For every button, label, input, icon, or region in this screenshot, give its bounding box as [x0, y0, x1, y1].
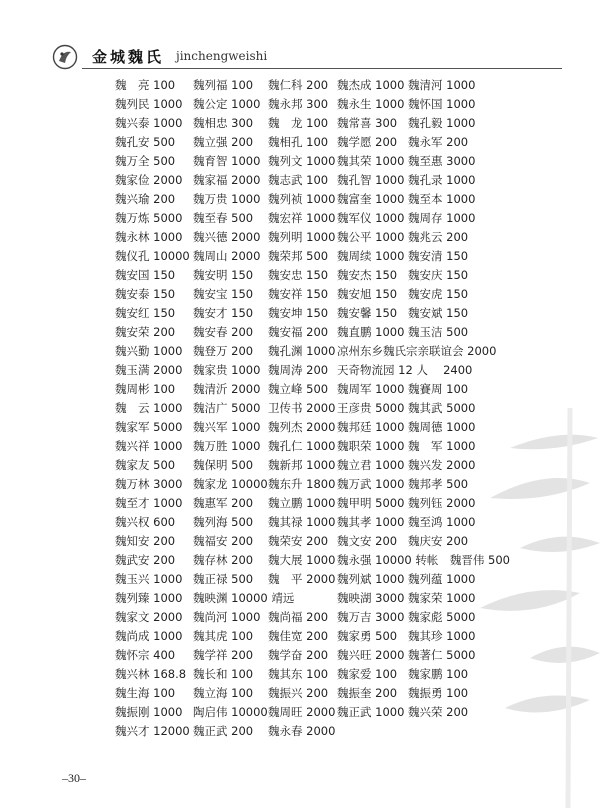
donor-row: [115, 171, 575, 190]
donor-entry: 魏孔智 1000: [337, 173, 405, 187]
donor-entry: 魏家文 2000: [115, 610, 183, 624]
donor-entry: 魏立鹏 1000: [268, 496, 336, 510]
donor-entry: 魏安泰 150: [115, 287, 176, 301]
donor-entry: 魏列明 1000: [268, 230, 336, 244]
donor-entry: 魏安清 150: [408, 249, 469, 263]
donor-row: [115, 190, 575, 209]
donor-entry: 魏安宝 150: [193, 287, 254, 301]
donor-row: [115, 247, 575, 266]
donor-entry: 魏宏祥 1000: [268, 211, 336, 225]
donor-row: [115, 76, 575, 95]
donor-entry: 魏相孔 100: [268, 135, 329, 149]
donor-entry: 魏周旺 2000: [268, 705, 336, 719]
donor-entry: 魏周彬 100: [115, 382, 176, 396]
donor-entry: 魏永春 2000: [268, 724, 336, 738]
donor-entry: 魏其东 100: [268, 667, 329, 681]
donor-row: [115, 627, 575, 646]
donor-entry: 凉州东乡魏氏宗亲联谊会 2000: [337, 344, 497, 358]
donor-entry: 魏安斌 150: [408, 306, 469, 320]
donor-entry: 魏正武 1000: [337, 705, 405, 719]
donor-entry: 魏振刚 1000: [115, 705, 183, 719]
donor-entry: 魏家贵 1000: [193, 363, 261, 377]
donor-entry: 魏安忠 150: [268, 268, 329, 282]
donor-entry: 魏周续 1000: [337, 249, 405, 263]
donor-entry: 陶启伟 10000: [193, 705, 268, 719]
donor-entry: 魏列文 1000: [268, 154, 336, 168]
donor-entry: 魏甲明 5000: [337, 496, 405, 510]
donor-entry: 魏安明 150: [193, 268, 254, 282]
donor-row: [115, 361, 575, 380]
donor-entry: 魏列斌 1000: [337, 572, 405, 586]
donor-entry: 魏家爱 100: [337, 667, 398, 681]
donor-entry: 魏家友 500: [115, 458, 176, 472]
donor-row: [115, 323, 575, 342]
donor-row: [115, 342, 575, 361]
donor-entry: 魏周山 2000: [193, 249, 261, 263]
donor-entry: 魏家龙 10000: [193, 477, 268, 491]
donor-row: [115, 570, 575, 589]
donor-entry: 魏家福 2000: [193, 173, 261, 187]
donor-entry: 魏怀国 1000: [408, 97, 476, 111]
donor-entry: 魏安旭 150: [337, 287, 398, 301]
donor-entry: 魏新邦 1000: [268, 458, 336, 472]
donor-entry: 魏映湖 3000: [337, 591, 405, 605]
donor-entry: 魏庆安 200: [408, 534, 469, 548]
donor-entry: 魏职荣 1000: [337, 439, 405, 453]
donor-row: [115, 532, 575, 551]
donor-entry: 魏仪孔 10000: [115, 249, 190, 263]
donor-entry: 魏大展 1000: [268, 553, 336, 567]
donor-row: [115, 703, 575, 722]
donor-entry: 魏邦孝 500: [408, 477, 469, 491]
donor-entry: 魏军仪 1000: [337, 211, 405, 225]
donor-entry: 魏安坤 150: [268, 306, 329, 320]
donor-entry: 魏佳宽 200: [268, 629, 329, 643]
donor-entry: 魏安福 200: [268, 325, 329, 339]
donor-entry: 魏万吉 3000: [337, 610, 405, 624]
donor-entry: 魏安杰 150: [337, 268, 398, 282]
donor-entry: 魏玉满 2000: [115, 363, 183, 377]
donor-entry: 魏万武 1000: [337, 477, 405, 491]
donor-entry: 魏公定 1000: [193, 97, 261, 111]
donor-entry: 魏映渊 10000 靖远: [193, 591, 295, 605]
donor-entry: 魏列臻 1000: [115, 591, 183, 605]
donor-entry: 魏常喜 300: [337, 116, 398, 130]
donor-entry: 魏尚河 1000: [193, 610, 261, 624]
donor-entry: 魏列钰 2000: [408, 496, 476, 510]
donor-entry: 魏长和 100: [193, 667, 254, 681]
donor-entry: 魏万林 3000: [115, 477, 183, 491]
donor-entry: 魏振兴 200: [268, 686, 329, 700]
donor-entry: 魏孔渊 1000: [268, 344, 336, 358]
donor-entry: 魏仁科 200: [268, 78, 329, 92]
donor-entry: 魏杰成 1000: [337, 78, 405, 92]
donor-entry: 魏知安 200: [115, 534, 176, 548]
donor-entry: 魏列福 100: [193, 78, 254, 92]
donor-entry: 魏公平 1000: [337, 230, 405, 244]
donor-entry: 魏列杰 2000: [268, 420, 336, 434]
donor-row: [115, 114, 575, 133]
donor-entry: 魏立强 200: [193, 135, 254, 149]
donor-entry: 魏其孝 1000: [337, 515, 405, 529]
donor-entry: 魏尚福 200: [268, 610, 329, 624]
donor-entry: 魏万贵 1000: [193, 192, 261, 206]
donor-entry: 魏保明 500: [193, 458, 254, 472]
donor-entry: 魏至鸿 1000: [408, 515, 476, 529]
donor-entry: 魏正禄 500: [193, 572, 254, 586]
header-title: 金城魏氏: [92, 48, 165, 66]
donor-entry: 魏安才 150: [193, 306, 254, 320]
donor-entry: 魏学愿 200: [337, 135, 398, 149]
donor-entry: 魏清河 1000: [408, 78, 476, 92]
donor-entry: 魏兴德 2000: [193, 230, 261, 244]
donor-entry: 魏荣安 200: [268, 534, 329, 548]
donor-entry: 卫传书 2000: [268, 401, 336, 415]
donor-row: [115, 665, 575, 684]
donor-entry: 魏至才 1000: [115, 496, 183, 510]
donor-entry: 魏振奎 200: [337, 686, 398, 700]
donor-entry: 魏其荣 1000: [337, 154, 405, 168]
donor-entry: 魏兴才 12000: [115, 724, 190, 738]
donor-entry: 魏其珍 1000: [408, 629, 476, 643]
donor-row: [115, 399, 575, 418]
donor-row: [115, 380, 575, 399]
donor-row: [115, 285, 575, 304]
donor-row: [115, 722, 575, 741]
donor-entry: 魏兆云 200: [408, 230, 469, 244]
donor-entry: 王彦贵 5000: [337, 401, 405, 415]
donor-entry: 魏立君 1000: [337, 458, 405, 472]
donor-entry: 魏孔毅 1000: [408, 116, 476, 130]
donor-entry: 魏安祥 150: [268, 287, 329, 301]
donor-entry: 魏至惠 3000: [408, 154, 476, 168]
donor-list: [115, 76, 575, 741]
donor-entry: 魏 军 1000: [408, 439, 476, 453]
donor-entry: 魏清沂 2000: [193, 382, 261, 396]
donor-entry: 魏孔安 500: [115, 135, 176, 149]
donor-entry: 魏周涛 200: [268, 363, 329, 377]
donor-entry: 魏 平 2000: [268, 572, 336, 586]
donor-entry: 魏兴发 2000: [408, 458, 476, 472]
donor-entry: 魏学祥 200: [193, 648, 254, 662]
donor-row: [115, 228, 575, 247]
donor-entry: 魏兴荣 200: [408, 705, 469, 719]
donor-row: [115, 608, 575, 627]
donor-entry: 魏兴瑜 200: [115, 192, 176, 206]
donor-entry: 魏东升 1800: [268, 477, 336, 491]
donor-entry: 魏安馨 150: [337, 306, 398, 320]
donor-entry: 魏安春 200: [193, 325, 254, 339]
donor-row: [115, 684, 575, 703]
donor-entry: 魏永生 1000: [337, 97, 405, 111]
donor-entry: 魏安红 150: [115, 306, 176, 320]
donor-entry: 魏兴林 168.8: [115, 667, 187, 681]
donor-entry: 魏其禄 1000: [268, 515, 336, 529]
donor-row: [115, 551, 575, 570]
donor-entry: 魏惠军 200: [193, 496, 254, 510]
donor-entry: 魏周军 1000: [337, 382, 405, 396]
donor-entry: 魏文安 200: [337, 534, 398, 548]
donor-row: [115, 266, 575, 285]
donor-entry: 魏玉洁 500: [408, 325, 469, 339]
donor-entry: 魏賽周 100: [408, 382, 469, 396]
donor-row: [115, 304, 575, 323]
donor-entry: 魏列海 500: [193, 515, 254, 529]
donor-entry: 魏玉兴 1000: [115, 572, 183, 586]
donor-row: [115, 418, 575, 437]
donor-entry: 魏直鹏 1000: [337, 325, 405, 339]
donor-entry: 魏富奎 1000: [337, 192, 405, 206]
donor-row: [115, 646, 575, 665]
donor-entry: 魏正武 200: [193, 724, 254, 738]
donor-row: [115, 437, 575, 456]
donor-entry: 魏家荣 1000: [408, 591, 476, 605]
donor-entry: 魏安荣 200: [115, 325, 176, 339]
donor-entry: 魏兴军 1000: [193, 420, 261, 434]
donor-entry: 魏育智 1000: [193, 154, 261, 168]
donor-entry: 魏其虎 100: [193, 629, 254, 643]
donor-entry: 魏振勇 100: [408, 686, 469, 700]
donor-entry: 魏洁广 5000: [193, 401, 261, 415]
donor-entry: 魏安国 150: [115, 268, 176, 282]
donor-entry: 天奇物流园 12 人 2400: [337, 363, 473, 377]
donor-row: [115, 133, 575, 152]
donor-entry: 魏 云 1000: [115, 401, 183, 415]
donor-entry: 魏武安 200: [115, 553, 176, 567]
donor-entry: 魏安庆 150: [408, 268, 469, 282]
donor-entry: 魏兴权 600: [115, 515, 176, 529]
donor-entry: 魏荣邦 500: [268, 249, 329, 263]
donor-entry: 魏存林 200: [193, 553, 254, 567]
donor-entry: 魏周德 1000: [408, 420, 476, 434]
donor-entry: 魏学奋 200: [268, 648, 329, 662]
donor-entry: 魏家鹏 100: [408, 667, 469, 681]
page-number: –30–: [62, 771, 86, 785]
donor-entry: 魏福安 200: [193, 534, 254, 548]
donor-entry: 魏兴祥 1000: [115, 439, 183, 453]
donor-entry: 魏志武 100: [268, 173, 329, 187]
donor-entry: 魏立峰 500: [268, 382, 329, 396]
donor-entry: 魏万全 500: [115, 154, 176, 168]
donor-entry: 魏 亮 100: [115, 78, 176, 92]
donor-entry: 魏相忠 300: [193, 116, 254, 130]
header-rule: [82, 68, 562, 69]
donor-entry: 魏永军 200: [408, 135, 469, 149]
donor-row: [115, 456, 575, 475]
donor-entry: 魏兴泰 1000: [115, 116, 183, 130]
donor-entry: 魏著仁 5000: [408, 648, 476, 662]
donor-entry: 魏至春 500: [193, 211, 254, 225]
donor-entry: 魏 龙 100: [268, 116, 329, 130]
donor-entry: 魏尚成 1000: [115, 629, 183, 643]
donor-entry: 魏登万 200: [193, 344, 254, 358]
clan-emblem-icon: [52, 44, 78, 70]
donor-entry: 魏永邦 300: [268, 97, 329, 111]
donor-row: [115, 494, 575, 513]
donor-entry: 魏生海 100: [115, 686, 176, 700]
donor-entry: 魏永林 1000: [115, 230, 183, 244]
donor-entry: 魏兴勤 1000: [115, 344, 183, 358]
donor-entry: 魏安虎 150: [408, 287, 469, 301]
donor-entry: 魏其武 5000: [408, 401, 476, 415]
donor-entry: 魏怀宗 400: [115, 648, 176, 662]
donor-entry: 魏列祯 1000: [268, 192, 336, 206]
donor-row: [115, 95, 575, 114]
donor-entry: 魏立海 100: [193, 686, 254, 700]
donor-entry: 魏孔录 1000: [408, 173, 476, 187]
donor-row: [115, 152, 575, 171]
donor-entry: 魏万炼 5000: [115, 211, 183, 225]
donor-entry: 魏家彪 5000: [408, 610, 476, 624]
donor-entry: 魏周存 1000: [408, 211, 476, 225]
page-header: [52, 44, 562, 72]
donor-row: [115, 209, 575, 228]
donor-entry: 魏永强 10000 转帐 魏晋伟 500: [337, 553, 510, 567]
header-pinyin: jinchengweishi: [176, 49, 268, 63]
donor-entry: 魏万胜 1000: [193, 439, 261, 453]
donor-entry: 魏邦廷 1000: [337, 420, 405, 434]
donor-row: [115, 513, 575, 532]
donor-row: [115, 589, 575, 608]
donor-entry: 魏兴旺 2000: [337, 648, 405, 662]
donor-entry: 魏家俭 2000: [115, 173, 183, 187]
donor-row: [115, 475, 575, 494]
donor-entry: 魏至本 1000: [408, 192, 476, 206]
donor-entry: 魏家军 5000: [115, 420, 183, 434]
donor-entry: 魏列蕴 1000: [408, 572, 476, 586]
donor-entry: 魏列民 1000: [115, 97, 183, 111]
donor-entry: 魏家勇 500: [337, 629, 398, 643]
donor-entry: 魏孔仁 1000: [268, 439, 336, 453]
